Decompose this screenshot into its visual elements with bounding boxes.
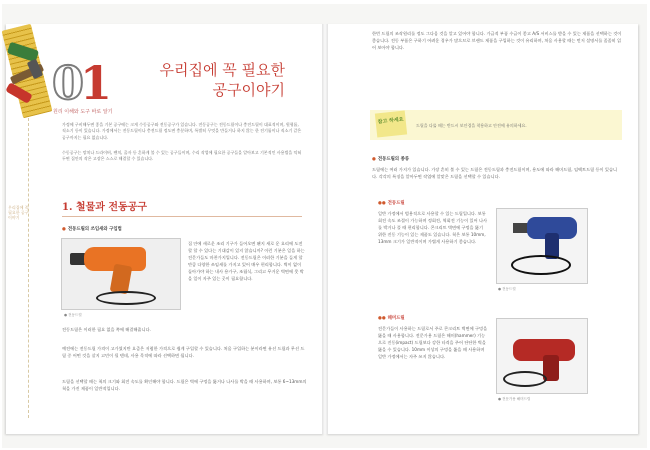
- sub-heading-drill-use: [62, 226, 122, 232]
- photo-caption-2-text: 전동드릴: [502, 287, 516, 291]
- section-heading: 1. 철물과 전동공구: [62, 198, 302, 217]
- paragraph-b: 예전에는 전동드릴 가격이 고가였지만 요즘은 저렴한 가격으로 쉽게 구입할 수 있습니다. 처음 구입하는 분이라면 유선 드릴과 무선 드릴 중 어떤 것을 살지 고민이 될 텐데, 사용 목적에 따라 선택하면 됩니다.: [62, 346, 305, 358]
- photo-caption-1-text: 전동드릴: [68, 313, 82, 317]
- sub-heading-drill-types: [372, 156, 409, 162]
- side-tag: 우리집에 꼭 필요한 공구이야기: [8, 205, 29, 221]
- photo-caption-3-text: 전문가용 해머드릴: [502, 397, 531, 401]
- intro-paragraph-2: 수동공구는 망치나 드라이버, 펜치, 줄자 등 흔하게 볼 수 있는 공구들이며, 수리 작업에 필요한 공구들을 알아보고 기본적인 사용법을 익혀두면 집안의 작은 고장은 스스로 해결할 수 있습니다.: [62, 150, 302, 162]
- bullet-icon: ●●: [378, 201, 386, 206]
- paragraph-c: 드릴을 선택할 때는 척의 크기와 회전 속도를 확인해야 합니다. 드릴은 벽에 구멍을 뚫거나 나사를 박을 때 사용하며, 보통 6~13mm의 척을 가진 제품이 일반적입니다.: [62, 379, 307, 391]
- chapter-number-one: 1: [80, 56, 109, 110]
- photo-caption-2: ● 전동드릴: [498, 287, 516, 291]
- sub-heading-electric-drill: [378, 200, 405, 206]
- bullet-icon: ●: [62, 227, 66, 232]
- drill-cord: [511, 255, 571, 275]
- sub-heading-text: 전동드릴의 종류: [377, 157, 410, 162]
- bullet-icon: ●●: [378, 316, 386, 321]
- intro-paragraph-1: 가정에 구비해두면 좋을 기본 공구에는 크게 수동공구와 전동공구가 있습니다. 전동공구는 전동드릴이나 충전드릴이 대표적이며, 원형톱, 직소기 등이 있습니다. 가정에서는 전동드릴이나 충전드릴 정도면 충분하며, 특별히 무엇을 만들거나 하지 않는 한 전기톱이나 직소기 같은 공구까지는 필요 없습니다.: [62, 122, 302, 140]
- drill-photo-orange: [61, 238, 181, 310]
- drill-cord: [503, 371, 547, 387]
- sub-heading-text: 해머드릴: [387, 316, 405, 321]
- paragraph-a: 전동드릴은 이러한 필요 없을 쪽에 해결해줍니다.: [62, 327, 151, 332]
- drill-photo-red: [496, 318, 588, 394]
- sub-heading-hammer-drill: [378, 315, 405, 321]
- electric-drill-paragraph: 일반 가정에서 범용적으로 사용할 수 있는 드릴입니다. 보통 회전 속도 조절이 가능하며 정회전, 역회전 기능이 있어 나사를 박거나 풀 때 편리합니다. 콘크리트 벽면에 구멍을 뚫기 위한 진동 기능이 있는 제품도 있습니다. 척은 보통 10mm, 13mm 크기가 일반적이며 가볍게 사용하기 좋습니다.: [378, 211, 488, 244]
- drill-photo-blue: [496, 208, 588, 284]
- tip-text: 드릴을 다룰 때는 반드시 보안경을 착용하고 안전에 유의하세요.: [416, 123, 527, 128]
- chapter-number-zero: 0: [52, 56, 81, 110]
- photo-caption-3: ● 전문가용 해머드릴: [498, 397, 531, 401]
- tip-tag: 참고 하세요: [375, 110, 407, 137]
- drill-paragraph: 집 안에 새로운 조리 기구가 들어오면 왠지 새로 운 요리에 도전할 할 수 있다는 기대감이 있지 않습니까? 이런 기분은 일을 하는 전문가들도 마찬가지입니다. 전동드릴은 이러한 기분을 들게 할 만큼 다양한 쓰임새를 가지고 있어 매우 편리합니다. 벽이 없이 돌아가야 하는 내사 용가구, 조립식, 그리고 무거운 벽면에 못 박을 일이 자주 있는 곳이 필요합니다.: [188, 241, 305, 281]
- chapter-number: [52, 56, 108, 110]
- book-gutter: [322, 24, 328, 434]
- drill-cord: [96, 291, 156, 305]
- dotted-margin-line: [28, 118, 29, 418]
- sub-heading-text: 전동드릴의 쓰임새와 구입법: [67, 227, 122, 232]
- page-title-line1: 우리집에 꼭 필요한: [159, 61, 285, 79]
- drill-handle: [110, 264, 133, 295]
- sub-heading-text: 전동드릴: [387, 201, 405, 206]
- photo-caption-1: ● 전동드릴: [64, 313, 82, 317]
- hammer-drill-paragraph: 전문가들이 사용하는 드릴로서 주로 콘크리트 벽면에 구멍을 뚫을 때 사용합니다. 전문가용 드릴은 해머(hammer) 기능으로 진동(impact) 드릴보다 강한 타격을 주어 단단한 벽을 뚫을 수 있습니다. 10mm 이상의 구멍을 뚫을 때 사용하며 일반 가정에서는 자주 쓰지 않습니다.: [378, 326, 488, 359]
- right-intro-paragraph: 한번 드릴의 조작원리를 정도 그다음 것을 알고 있어야 합니다. 가급적 부품 수급이 좋고 A/S 서비스를 받을 수 있는 제품을 선택하는 것이 좋습니다. 전동 부품은 구하기 어려운 경우가 많으므로 브랜드 제품을 구입하는 것이 유리하며, 처음 사용할 때는 먼저 설명서를 꼼꼼히 읽어 보아야 합니다.: [372, 31, 622, 50]
- bullet-icon: ●: [372, 157, 376, 162]
- page-title-line2: 공구이야기: [212, 81, 285, 99]
- page-title: [150, 60, 285, 100]
- chapter-subtitle: 원리 이해와 도구 바로 알기: [53, 109, 113, 115]
- drill-types-paragraph: 드릴에는 여러 가지가 있습니다. 가장 흔히 볼 수 있는 드릴은 전동드릴과 충전드릴이며, 용도에 따라 해머드릴, 임팩트드릴 등이 있습니다. 각각의 특징을 알아두면 작업에 알맞은 드릴을 선택할 수 있습니다.: [372, 167, 618, 179]
